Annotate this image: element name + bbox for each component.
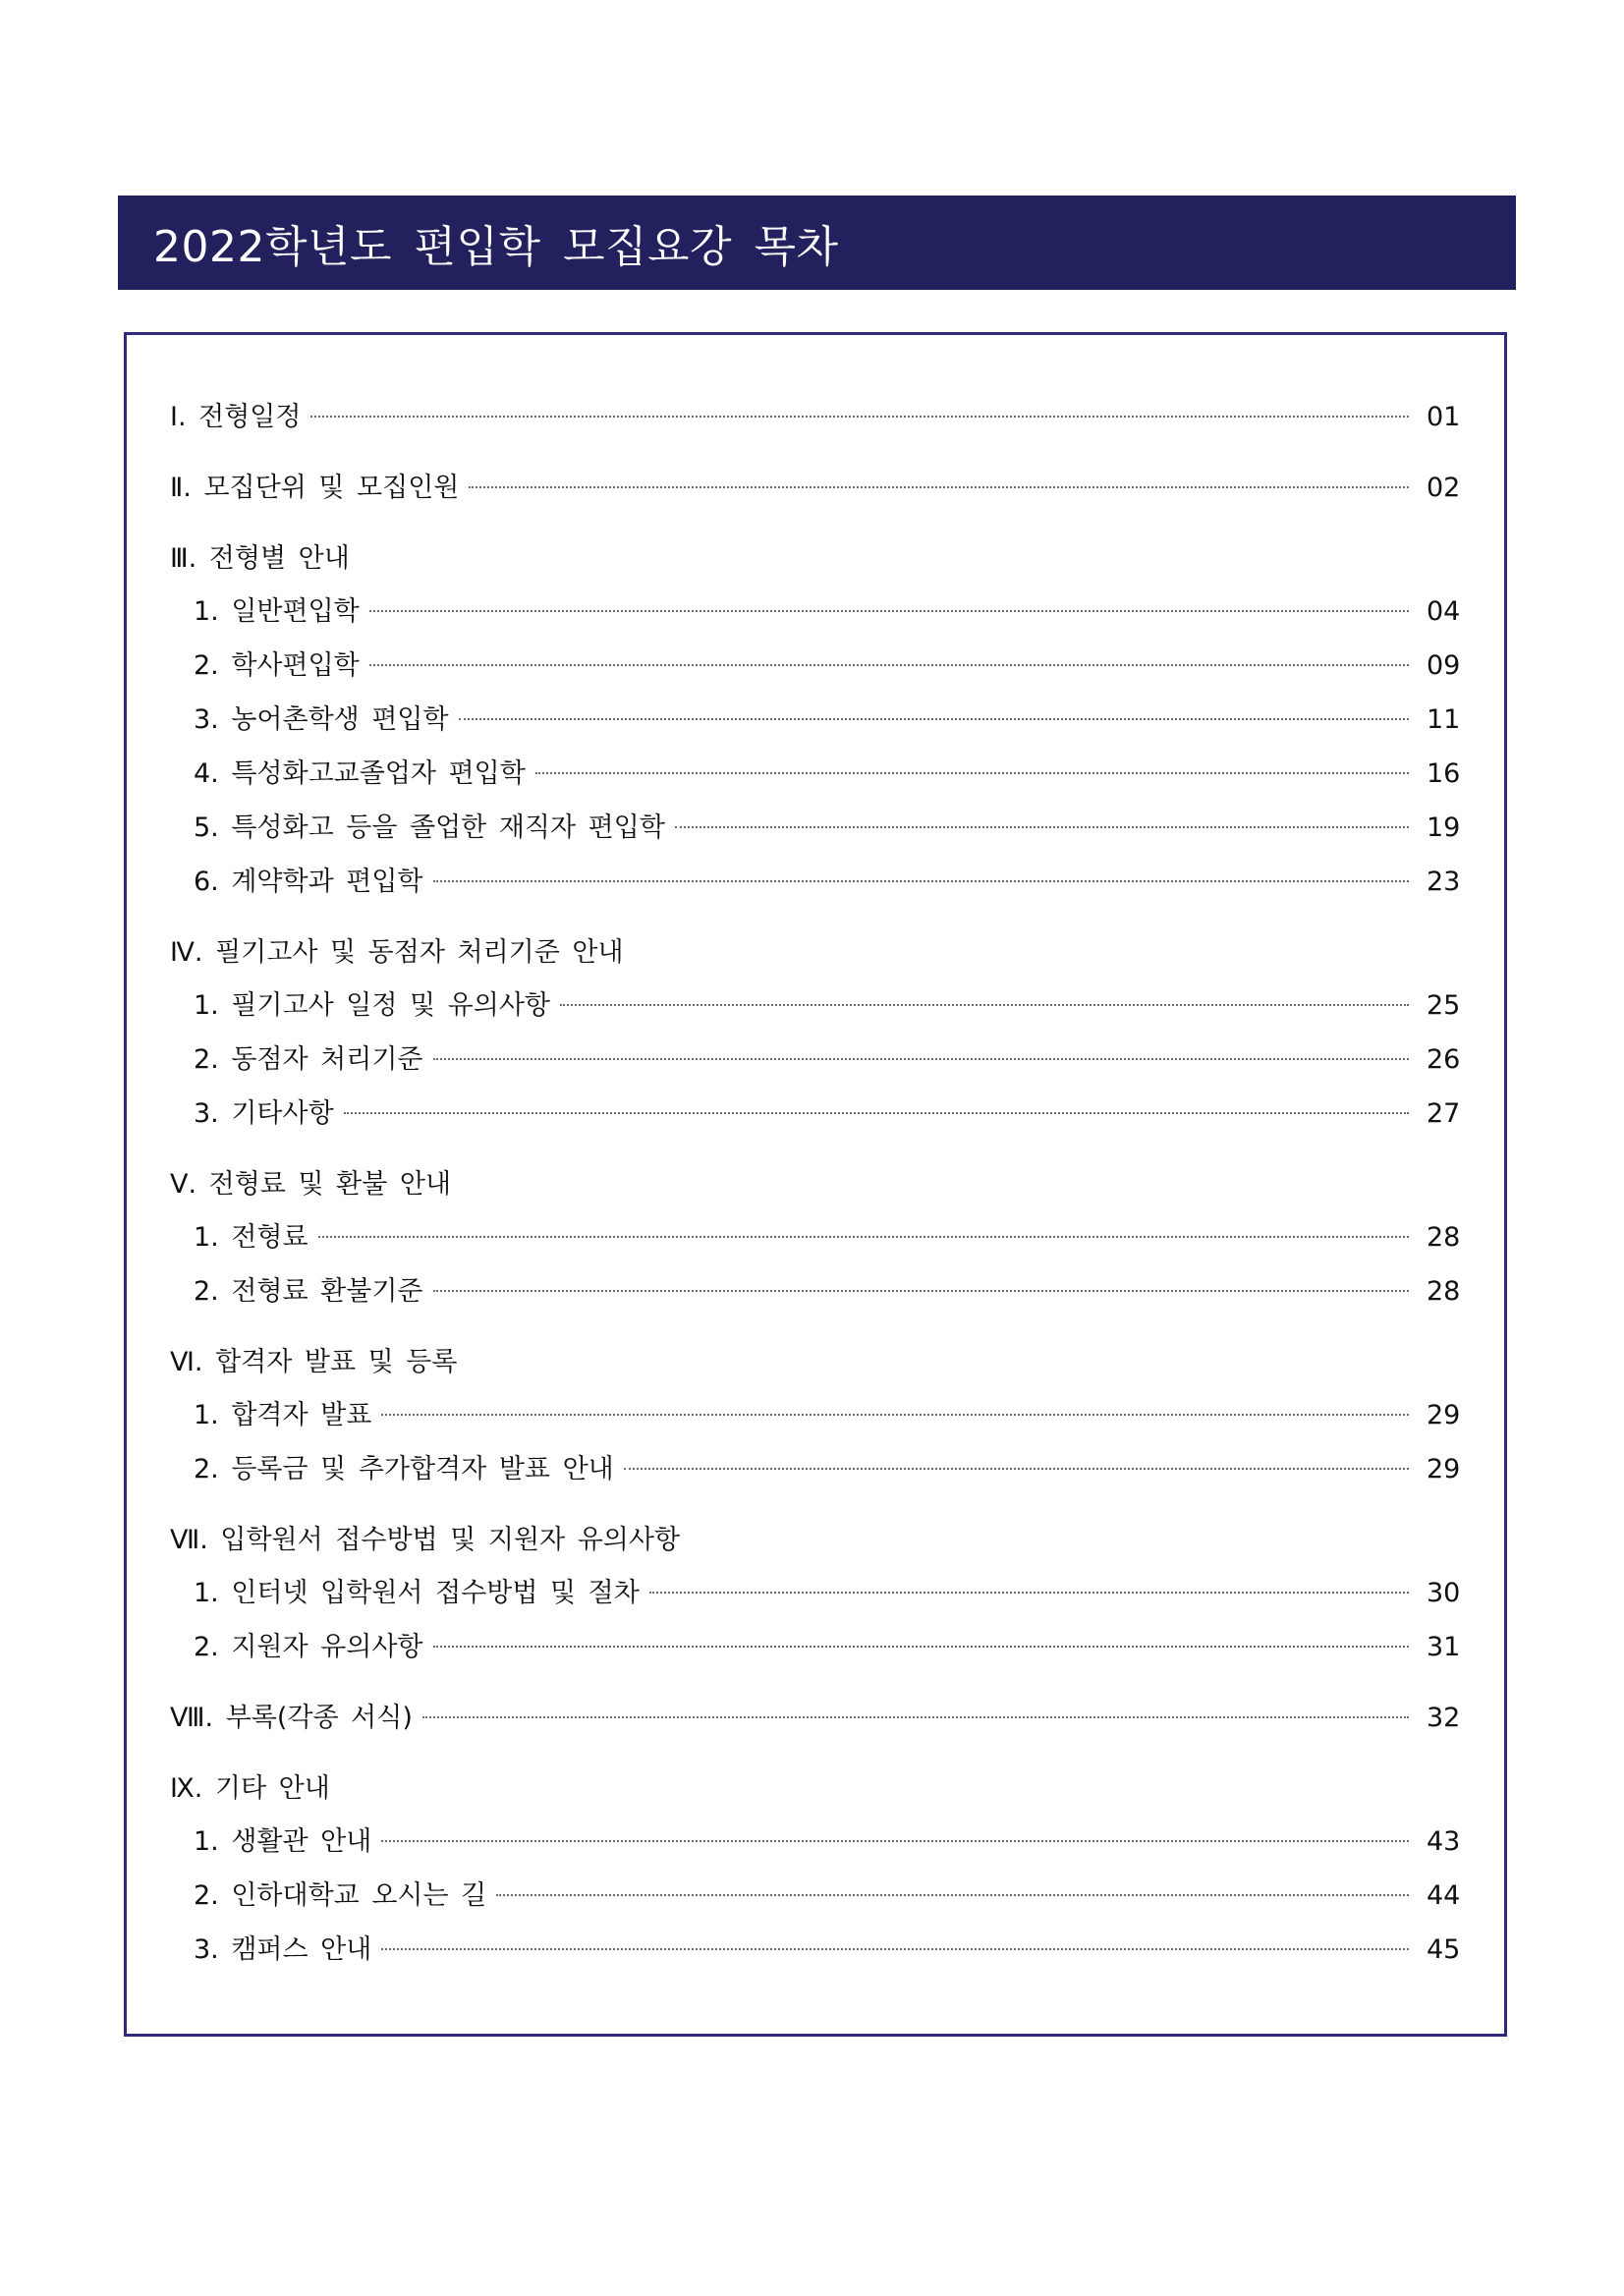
toc-label: 3. 캠퍼스 안내 xyxy=(194,1934,372,1965)
toc-page-number: 31 xyxy=(1427,1632,1461,1662)
toc-item[interactable] xyxy=(194,700,1460,740)
toc-page-number: 28 xyxy=(1427,1222,1461,1253)
toc-section-5 xyxy=(170,1165,451,1204)
toc-page-number: 43 xyxy=(1427,1826,1461,1857)
dot-leader xyxy=(369,610,1409,612)
toc-page-number: 23 xyxy=(1427,867,1461,897)
toc-page-number: 32 xyxy=(1427,1703,1461,1733)
toc-label: 2. 지원자 유의사항 xyxy=(194,1632,423,1662)
toc-label: 1. 인터넷 입학원서 접수방법 및 절차 xyxy=(194,1578,640,1608)
toc-label: 1. 합격자 발표 xyxy=(194,1400,372,1430)
toc-label: Ⅰ. 전형일정 xyxy=(170,402,302,432)
toc-label: 2. 동점자 처리기준 xyxy=(194,1044,423,1075)
dot-leader xyxy=(381,1948,1409,1950)
toc-item[interactable] xyxy=(194,1040,1460,1080)
toc-page-number: 25 xyxy=(1427,990,1461,1021)
dot-leader xyxy=(433,1646,1410,1648)
toc-item[interactable] xyxy=(194,1931,1460,1970)
toc-page-number: 45 xyxy=(1427,1934,1461,1965)
toc-label: Ⅶ. 입학원서 접수방법 및 지원자 유의사항 xyxy=(170,1525,681,1555)
toc-item[interactable] xyxy=(194,809,1460,848)
dot-leader xyxy=(433,880,1410,882)
dot-leader xyxy=(310,416,1409,418)
dot-leader xyxy=(496,1894,1409,1896)
toc-page-number: 28 xyxy=(1427,1276,1461,1307)
dot-leader xyxy=(433,1058,1410,1060)
toc-page-number: 27 xyxy=(1427,1098,1461,1129)
toc-item[interactable] xyxy=(194,592,1460,632)
toc-item[interactable] xyxy=(194,1450,1460,1489)
toc-page-number: 04 xyxy=(1427,596,1461,627)
toc-label: 4. 특성화고교졸업자 편입학 xyxy=(194,758,526,789)
toc-section-6 xyxy=(170,1343,457,1382)
dot-leader xyxy=(675,826,1409,828)
toc-item[interactable] xyxy=(194,646,1460,686)
toc-section-2[interactable] xyxy=(170,469,1460,508)
toc-label: 3. 농어촌학생 편입학 xyxy=(194,704,449,735)
toc-label: Ⅵ. 합격자 발표 및 등록 xyxy=(170,1347,458,1377)
toc-section-4 xyxy=(170,933,624,973)
toc-page-number: 01 xyxy=(1427,402,1461,432)
toc-section-9 xyxy=(170,1769,330,1809)
toc-item[interactable] xyxy=(194,755,1460,794)
toc-label: 2. 학사편입학 xyxy=(194,650,360,681)
dot-leader xyxy=(459,718,1409,720)
toc-item[interactable] xyxy=(194,1218,1460,1258)
toc-label: 1. 생활관 안내 xyxy=(194,1826,372,1857)
dot-leader xyxy=(560,1004,1409,1006)
toc-label: Ⅱ. 모집단위 및 모집인원 xyxy=(170,473,460,503)
toc-label: Ⅸ. 기타 안내 xyxy=(170,1773,330,1804)
toc-label: 1. 필기고사 일정 및 유의사항 xyxy=(194,990,550,1021)
title-banner xyxy=(118,196,1516,290)
toc-label: 2. 등록금 및 추가합격자 발표 안내 xyxy=(194,1454,614,1484)
toc-item[interactable] xyxy=(194,1822,1460,1862)
toc-label: 2. 인하대학교 오시는 길 xyxy=(194,1880,487,1911)
toc-label: 1. 전형료 xyxy=(194,1222,308,1253)
toc-page-number: 19 xyxy=(1427,812,1461,843)
toc-page-number: 26 xyxy=(1427,1044,1461,1075)
toc-page-number: 29 xyxy=(1427,1400,1461,1430)
toc-item[interactable] xyxy=(194,1272,1460,1312)
toc-page-number: 30 xyxy=(1427,1578,1461,1608)
dot-leader xyxy=(381,1840,1409,1842)
toc-label: 1. 일반편입학 xyxy=(194,596,360,627)
dot-leader xyxy=(381,1414,1409,1416)
toc-section-8[interactable] xyxy=(170,1699,1460,1738)
toc-item[interactable] xyxy=(194,1396,1460,1435)
toc-label: 5. 특성화고 등을 졸업한 재직자 편입학 xyxy=(194,812,665,843)
dot-leader xyxy=(369,664,1409,666)
toc-item[interactable] xyxy=(194,1876,1460,1916)
dot-leader xyxy=(422,1716,1409,1718)
toc-label: 6. 계약학과 편입학 xyxy=(194,867,423,897)
toc-label: Ⅳ. 필기고사 및 동점자 처리기준 안내 xyxy=(170,937,624,968)
dot-leader xyxy=(433,1290,1410,1292)
toc-item[interactable] xyxy=(194,863,1460,902)
dot-leader xyxy=(344,1112,1409,1114)
toc-label: 3. 기타사항 xyxy=(194,1098,334,1129)
toc-label: 2. 전형료 환불기준 xyxy=(194,1276,423,1307)
toc-section-1[interactable] xyxy=(170,398,1460,437)
toc-section-7 xyxy=(170,1521,680,1560)
toc-page-number: 44 xyxy=(1427,1880,1461,1911)
toc-item[interactable] xyxy=(194,1094,1460,1134)
toc-item[interactable] xyxy=(194,986,1460,1026)
dot-leader xyxy=(469,486,1409,488)
toc-section-3 xyxy=(170,539,350,579)
toc-page-number: 11 xyxy=(1427,704,1461,735)
toc-page-number: 02 xyxy=(1427,473,1461,503)
toc-page-number: 09 xyxy=(1427,650,1461,681)
dot-leader xyxy=(535,772,1409,774)
page-title: 2022학년도 편입학 모집요강 목차 xyxy=(153,222,839,272)
toc-label: Ⅴ. 전형료 및 환불 안내 xyxy=(170,1169,452,1200)
dot-leader xyxy=(318,1236,1409,1238)
toc-label: Ⅲ. 전형별 안내 xyxy=(170,543,350,574)
toc-page-number: 29 xyxy=(1427,1454,1461,1484)
dot-leader xyxy=(624,1468,1409,1470)
toc-page-number: 16 xyxy=(1427,758,1461,789)
dot-leader xyxy=(649,1592,1409,1594)
toc-label: Ⅷ. 부록(각종 서식) xyxy=(170,1703,413,1733)
toc-item[interactable] xyxy=(194,1628,1460,1667)
toc-item[interactable] xyxy=(194,1574,1460,1613)
